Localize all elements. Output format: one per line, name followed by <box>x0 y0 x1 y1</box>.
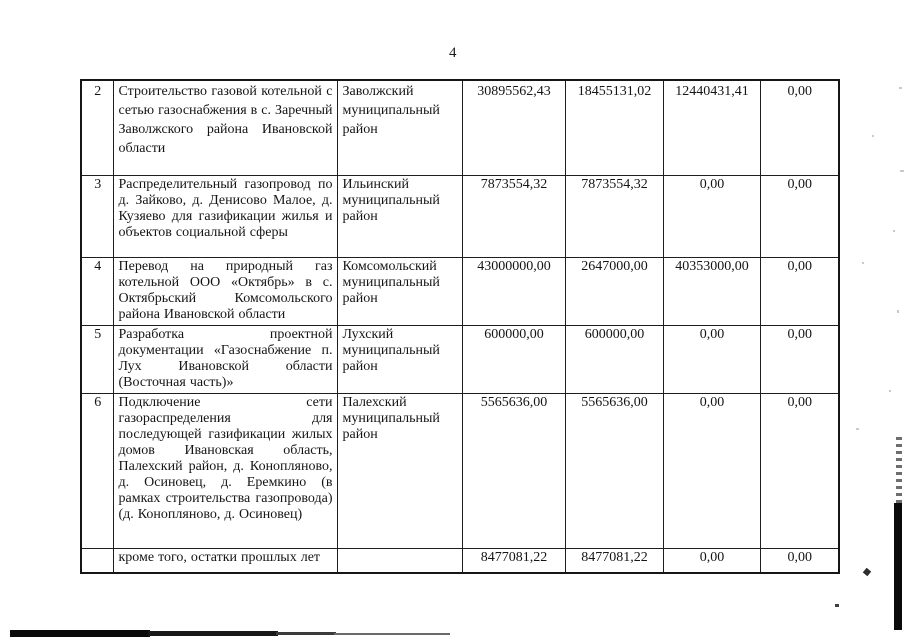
description-cell: Распределительный газопровод по д. Зайково, д. Денисово Малое, д. Кузяево для газификации жилья и объектов социальной сферы <box>113 175 337 257</box>
district-cell: Лухский муниципальный район <box>337 325 462 393</box>
row-number-cell: 2 <box>81 80 113 175</box>
value-cell-regional: 5565636,00 <box>565 393 663 548</box>
scan-artifact-bottom-bar <box>334 633 450 635</box>
scan-noise-speck <box>893 230 895 232</box>
description-cell: Перевод на природный газ котельной ООО «Октябрь» в с. Октябрьский Комсомольского района Ивановской области <box>113 257 337 325</box>
row-number-cell: 4 <box>81 257 113 325</box>
value-cell-other: 0,00 <box>760 393 839 548</box>
row-number-cell: 6 <box>81 393 113 548</box>
scan-noise-speck <box>897 310 899 313</box>
scan-noise-speck <box>899 87 902 89</box>
value-cell-regional: 18455131,02 <box>565 80 663 175</box>
value-cell-local: 12440431,41 <box>663 80 760 175</box>
value-cell-other: 0,00 <box>760 175 839 257</box>
value-cell-local: 0,00 <box>663 175 760 257</box>
table-row <box>81 175 839 257</box>
description-cell: Разработка проектной документации «Газоснабжение п. Лух Ивановской области (Восточная часть)» <box>113 325 337 393</box>
value-cell-local: 40353000,00 <box>663 257 760 325</box>
table-row <box>81 325 839 393</box>
value-cell-regional: 2647000,00 <box>565 257 663 325</box>
scan-artifact-right-edge-bar <box>894 503 902 630</box>
value-cell-total: 30895562,43 <box>462 80 565 175</box>
value-cell-total: 600000,00 <box>462 325 565 393</box>
scan-noise-speck <box>900 170 904 172</box>
scan-noise-speck <box>856 428 859 430</box>
value-cell-regional: 8477081,22 <box>565 548 663 573</box>
district-cell <box>337 548 462 573</box>
value-cell-other: 0,00 <box>760 548 839 573</box>
value-cell-total: 7873554,32 <box>462 175 565 257</box>
table-row-carryover <box>81 548 839 573</box>
row-number-cell: 3 <box>81 175 113 257</box>
scan-artifact-bottom-bar <box>10 630 150 637</box>
scan-noise-speck <box>889 390 891 392</box>
scan-artifact-speck <box>835 604 839 607</box>
table-row <box>81 80 839 175</box>
scan-artifact-right-edge-dots <box>896 437 902 503</box>
value-cell-regional: 600000,00 <box>565 325 663 393</box>
district-cell: Ильинский муниципальный район <box>337 175 462 257</box>
value-cell-total: 8477081,22 <box>462 548 565 573</box>
value-cell-total: 5565636,00 <box>462 393 565 548</box>
district-cell: Заволжский муниципальный район <box>337 80 462 175</box>
table-row <box>81 393 839 548</box>
scan-artifact-bottom-bar <box>276 632 336 635</box>
scan-noise-speck <box>872 135 874 137</box>
value-cell-local: 0,00 <box>663 393 760 548</box>
page-number: 4 <box>449 45 457 61</box>
scan-artifact-speck <box>863 568 871 576</box>
scan-artifact-bottom-bar <box>148 631 278 636</box>
value-cell-local: 0,00 <box>663 325 760 393</box>
row-number-cell: 5 <box>81 325 113 393</box>
description-cell: Подключение сети газораспределения для последующей газификации жилых домов Ивановская область, Палехский район, д. Конопляново, д. Осиновец, д. Еремкино (в рамках строительства газопровода) (д. Конопляново, д. Осиновец) <box>113 393 337 548</box>
row-number-cell <box>81 548 113 573</box>
description-cell: Строительство газовой котельной с сетью газоснабжения в с. Заречный Заволжского района Ивановской области <box>113 80 337 175</box>
value-cell-other: 0,00 <box>760 80 839 175</box>
projects-table <box>80 79 840 574</box>
value-cell-local: 0,00 <box>663 548 760 573</box>
projects-table-wrapper <box>80 79 840 574</box>
value-cell-other: 0,00 <box>760 325 839 393</box>
value-cell-regional: 7873554,32 <box>565 175 663 257</box>
district-cell: Комсомольский муниципальный район <box>337 257 462 325</box>
district-cell: Палехский муниципальный район <box>337 393 462 548</box>
scan-noise-speck <box>862 262 864 264</box>
table-row <box>81 257 839 325</box>
value-cell-other: 0,00 <box>760 257 839 325</box>
value-cell-total: 43000000,00 <box>462 257 565 325</box>
description-cell: кроме того, остатки прошлых лет <box>113 548 337 573</box>
